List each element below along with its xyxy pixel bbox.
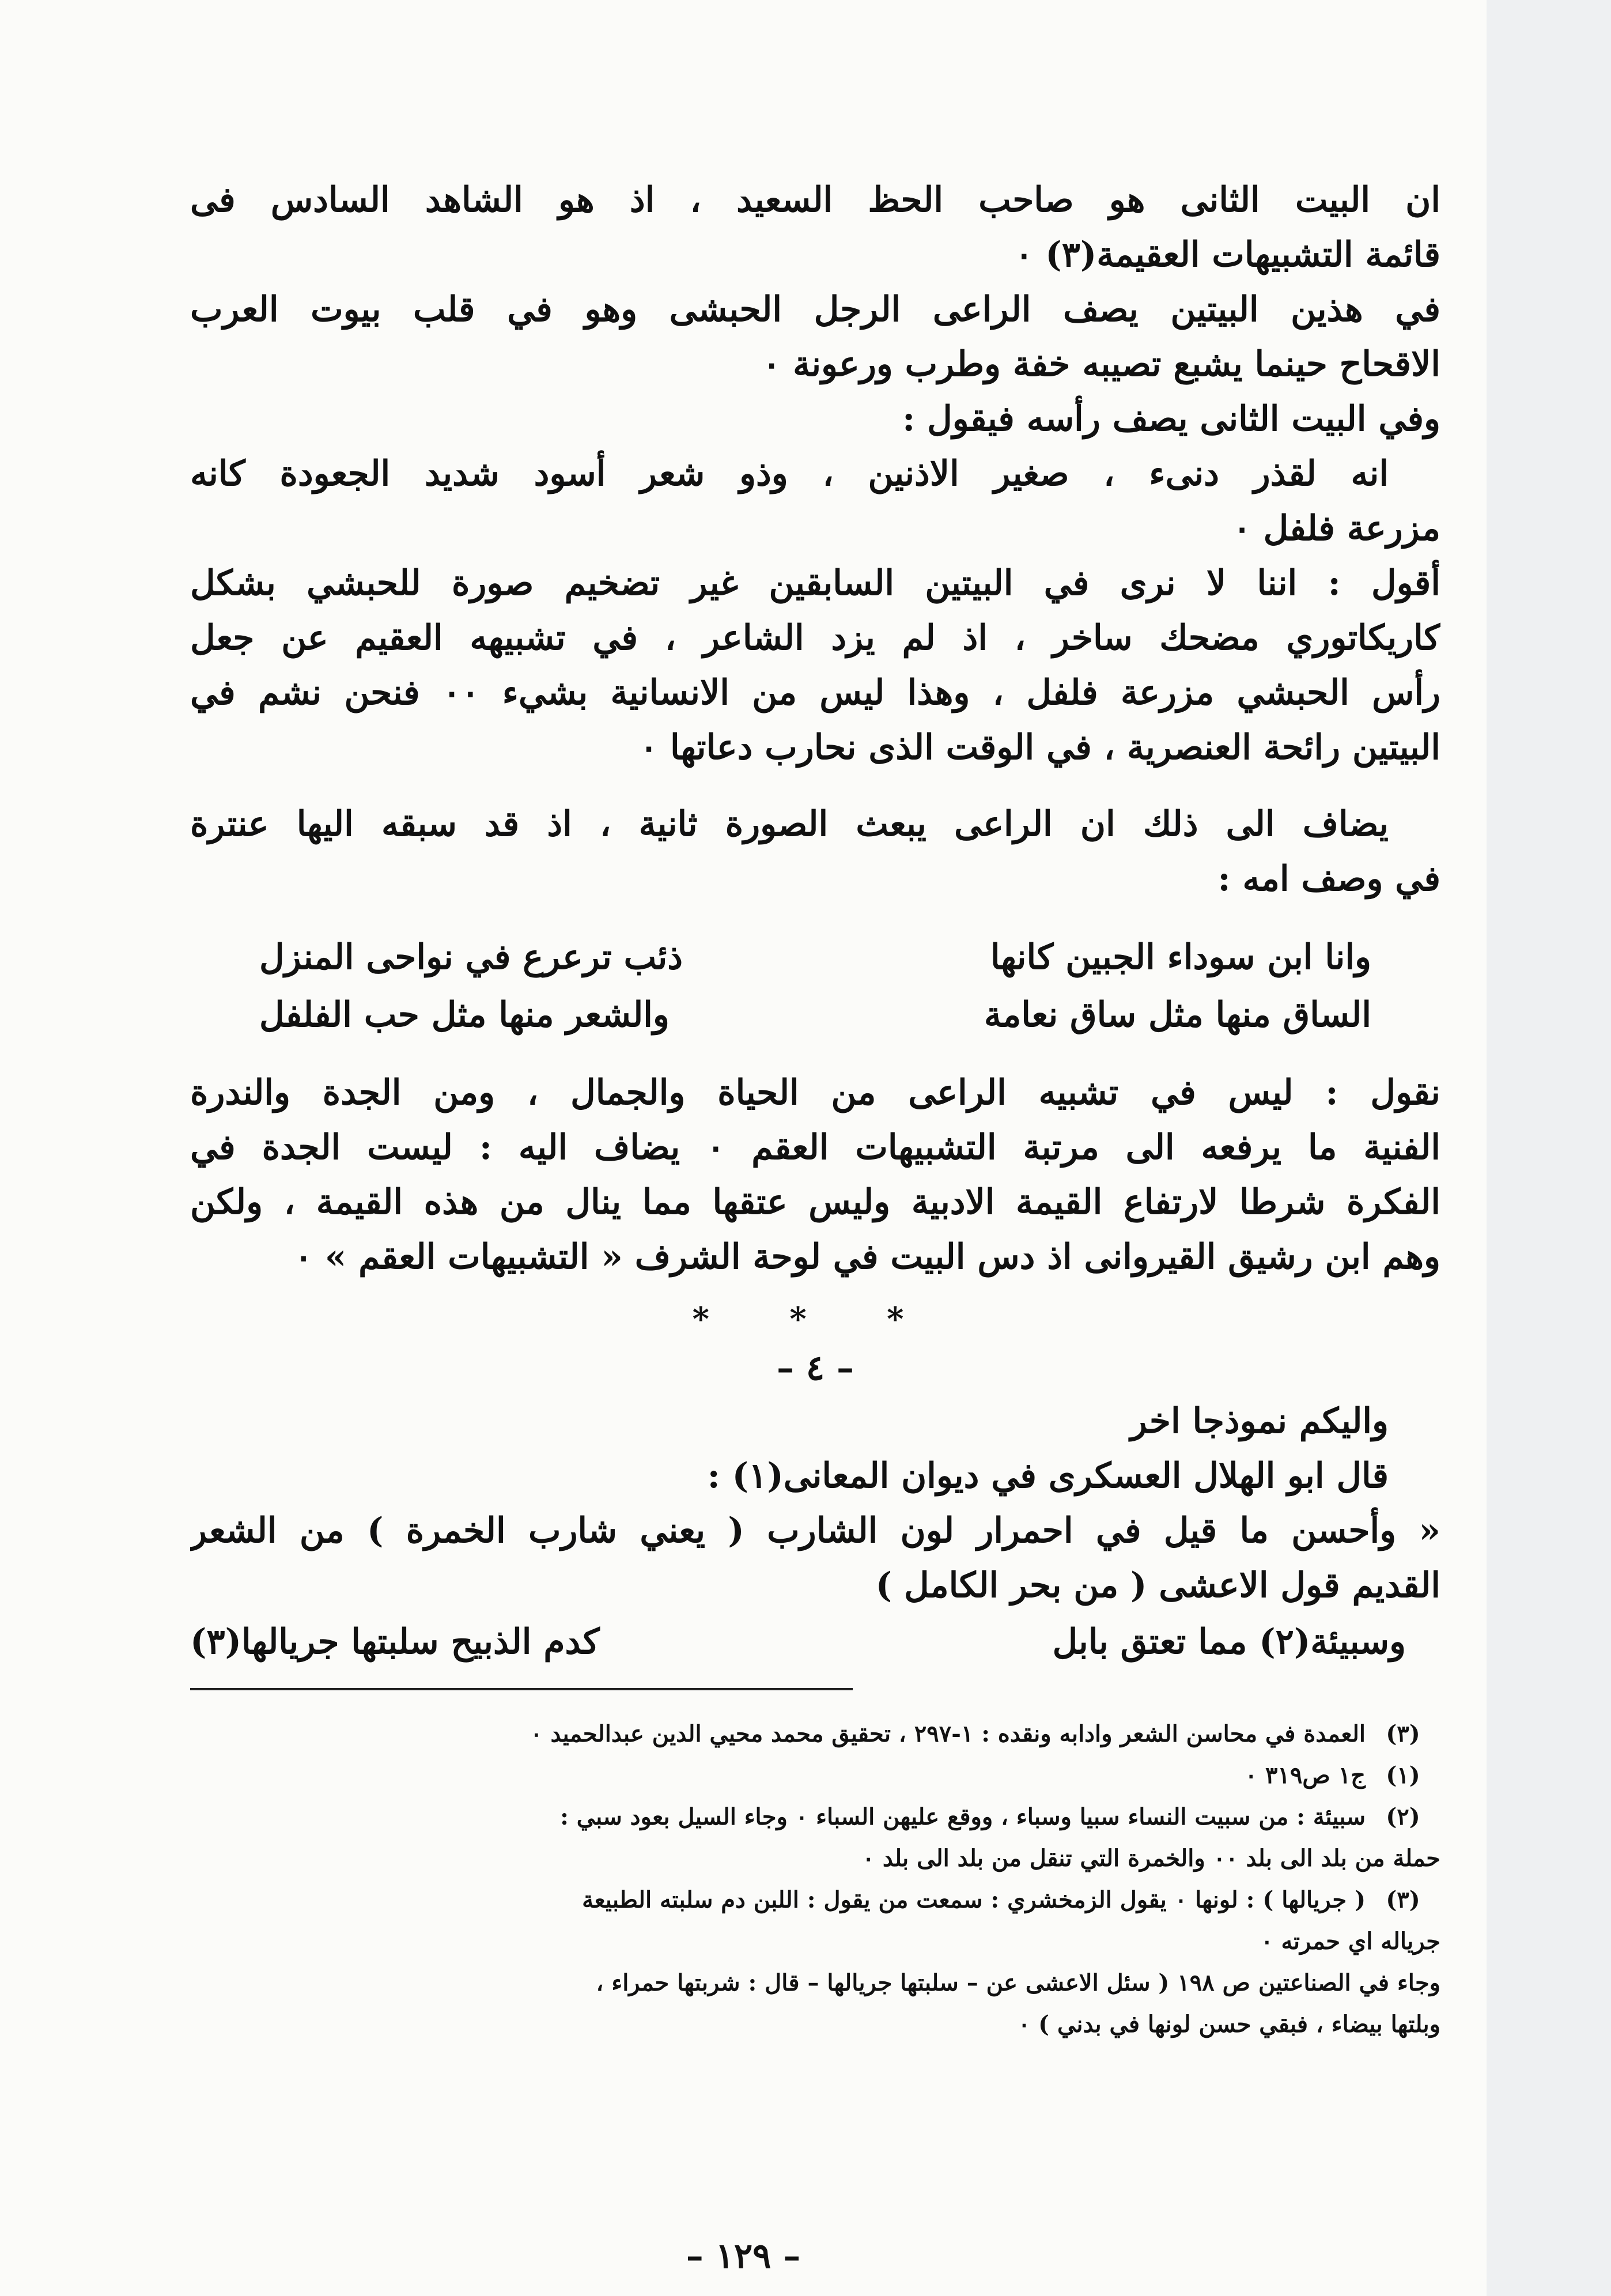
footnote-text: وجاء في الصناعتين ص ١٩٨ ( سئل الاعشى عن – سلبتها جريالها – قال : شربتها حمراء ، bbox=[596, 1969, 1440, 1996]
paragraph-9 bbox=[190, 1449, 1440, 1504]
paragraph-8 bbox=[190, 1394, 1440, 1449]
paragraph-4 bbox=[190, 447, 1440, 556]
footnote bbox=[190, 1796, 1440, 1838]
footnote-text: سبيئة : من سبيت النساء سبيا وسباء ، ووقع عليهن السباء ٠ وجاء السيل بعود سبي : bbox=[560, 1803, 1366, 1830]
text-line: في وصف امه : bbox=[1217, 859, 1440, 899]
footnote-continuation bbox=[190, 1921, 1440, 1962]
text-line: في هذين البيتين يصف الراعى الرجل الحبشى وهو في قلب بيوت العرب bbox=[190, 289, 1440, 330]
footnote-text: العمدة في محاسن الشعر وادابه ونقده : ١-٢٩٧ ، تحقيق محمد محيي الدين عبدالحميد ٠ bbox=[530, 1720, 1366, 1747]
footnote-text: جرياله اي حمرته ٠ bbox=[1261, 1928, 1440, 1955]
text-line: البيتين رائحة العنصرية ، في الوقت الذى نحارب دعاتها ٠ bbox=[639, 727, 1440, 768]
verse-second-hemistich: والشعر منها مثل حب الفلفل bbox=[259, 995, 670, 1035]
text-line: كاريكاتوري مضحك ساخر ، اذ لم يزد الشاعر ، في تشبيهه العقيم عن جعل bbox=[190, 618, 1440, 658]
text-line: نقول : ليس في تشبيه الراعى من الحياة والجمال ، ومن الجدة والندرة bbox=[190, 1073, 1440, 1113]
text-line: قال ابو الهلال العسكرى في ديوان المعانى(١) : bbox=[707, 1456, 1389, 1496]
section-divider-stars: * * * bbox=[692, 1300, 939, 1338]
page-number: – ١٢٩ – bbox=[686, 2236, 801, 2276]
footnote bbox=[190, 1879, 1440, 1921]
text-line: يضاف الى ذلك ان الراعى يبعث الصورة ثانية ، اذ قد سبقه اليها عنترة bbox=[190, 804, 1389, 844]
text-line: القديم قول الاعشى ( من بحر الكامل ) bbox=[875, 1565, 1440, 1606]
paragraph-6 bbox=[190, 797, 1440, 907]
scan-margin bbox=[1487, 0, 1611, 2296]
text-line: الاقحاح حينما يشبع تصيبه خفة وطرب ورعونة ٠ bbox=[762, 344, 1440, 384]
footnote bbox=[190, 1755, 1440, 1796]
verse-first-hemistich: الساق منها مثل ساق نعامة bbox=[984, 995, 1371, 1035]
footnote-number: (٢) bbox=[1386, 1803, 1420, 1830]
paragraph-3 bbox=[190, 392, 1440, 447]
text-line: انه لقذر دنىء ، صغير الاذنين ، وذو شعر أسود شديد الجعودة كانه bbox=[190, 454, 1389, 494]
footnote-text: ج١ ص٣١٩ ٠ bbox=[1245, 1762, 1366, 1789]
verse-line bbox=[190, 986, 1440, 1044]
text-line: أقول : اننا لا نرى في البيتين السابقين غير تضخيم صورة للحبشي بشكل bbox=[190, 563, 1440, 603]
text-line: « وأحسن ما قيل في احمرار لون الشارب ( يعني شارب الخمرة ) من الشعر bbox=[190, 1510, 1440, 1551]
section-number: – ٤ – bbox=[776, 1348, 854, 1388]
paragraph-1 bbox=[190, 173, 1440, 282]
footnote-number: (١) bbox=[1386, 1762, 1420, 1789]
footnote-number: (٣) bbox=[1386, 1720, 1420, 1747]
footnote-text: وبلتها بيضاء ، فبقي حسن لونها في بدني ) ٠ bbox=[1018, 2011, 1440, 2038]
paragraph-5 bbox=[190, 556, 1440, 775]
text-line: ان البيت الثانى هو صاحب الحظ السعيد ، اذ هو الشاهد السادس فى bbox=[190, 180, 1440, 220]
text-line: الفكرة شرطا لارتفاع القيمة الادبية وليس عتقها مما ينال من هذه القيمة ، ولكن bbox=[190, 1182, 1440, 1222]
footnote-separator bbox=[190, 1688, 853, 1690]
verse-second-hemistich: ذئب ترعرع في نواحى المنزل bbox=[259, 937, 683, 977]
text-line: رأس الحبشي مزرعة فلفل ، وهذا ليس من الانسانية بشيء ٠٠ فنحن نشم في bbox=[190, 673, 1440, 713]
verse-first-hemistich: وسبيئة(٢) مما تعتق بابل bbox=[1052, 1622, 1406, 1662]
verses-antara bbox=[190, 928, 1440, 1044]
verse-line bbox=[190, 928, 1440, 986]
text-line: قائمة التشبيهات العقيمة(٣) ٠ bbox=[1015, 235, 1440, 275]
paragraph-7 bbox=[190, 1066, 1440, 1285]
paragraph-10 bbox=[190, 1504, 1440, 1613]
footnote-continuation bbox=[190, 1962, 1440, 2004]
footnote-continuation bbox=[190, 1838, 1440, 1879]
text-line: مزرعة فلفل ٠ bbox=[1232, 508, 1440, 549]
footnote-number: (٣) bbox=[1386, 1886, 1420, 1913]
verse-first-hemistich: وانا ابن سوداء الجبين كانها bbox=[990, 937, 1371, 977]
paragraph-2 bbox=[190, 282, 1440, 392]
footnote-text: ( جريالها ) : لونها ٠ يقول الزمخشري : سمعت من يقول : اللبن دم سلبته الطبيعة bbox=[582, 1886, 1366, 1913]
footnote bbox=[190, 1713, 1440, 1755]
text-line: وفي البيت الثانى يصف رأسه فيقول : bbox=[902, 399, 1440, 439]
footnote-continuation bbox=[190, 2004, 1440, 2045]
text-line: واليكم نموذجا اخر bbox=[1130, 1401, 1389, 1441]
page-content bbox=[190, 173, 1440, 2045]
footnotes bbox=[190, 1713, 1440, 2045]
verse-second-hemistich: كدم الذبيح سلبتها جريالها(٣) bbox=[190, 1622, 600, 1662]
verse-asha bbox=[190, 1613, 1440, 1671]
text-line: وهم ابن رشيق القيروانى اذ دس البيت في لوحة الشرف « التشبيهات العقم » ٠ bbox=[294, 1237, 1440, 1277]
footnote-text: حملة من بلد الى بلد ٠٠ والخمرة التي تنقل من بلد الى بلد ٠ bbox=[862, 1845, 1440, 1872]
text-line: الفنية ما يرفعه الى مرتبة التشبيهات العقم ٠ يضاف اليه : ليست الجدة في bbox=[190, 1127, 1440, 1168]
